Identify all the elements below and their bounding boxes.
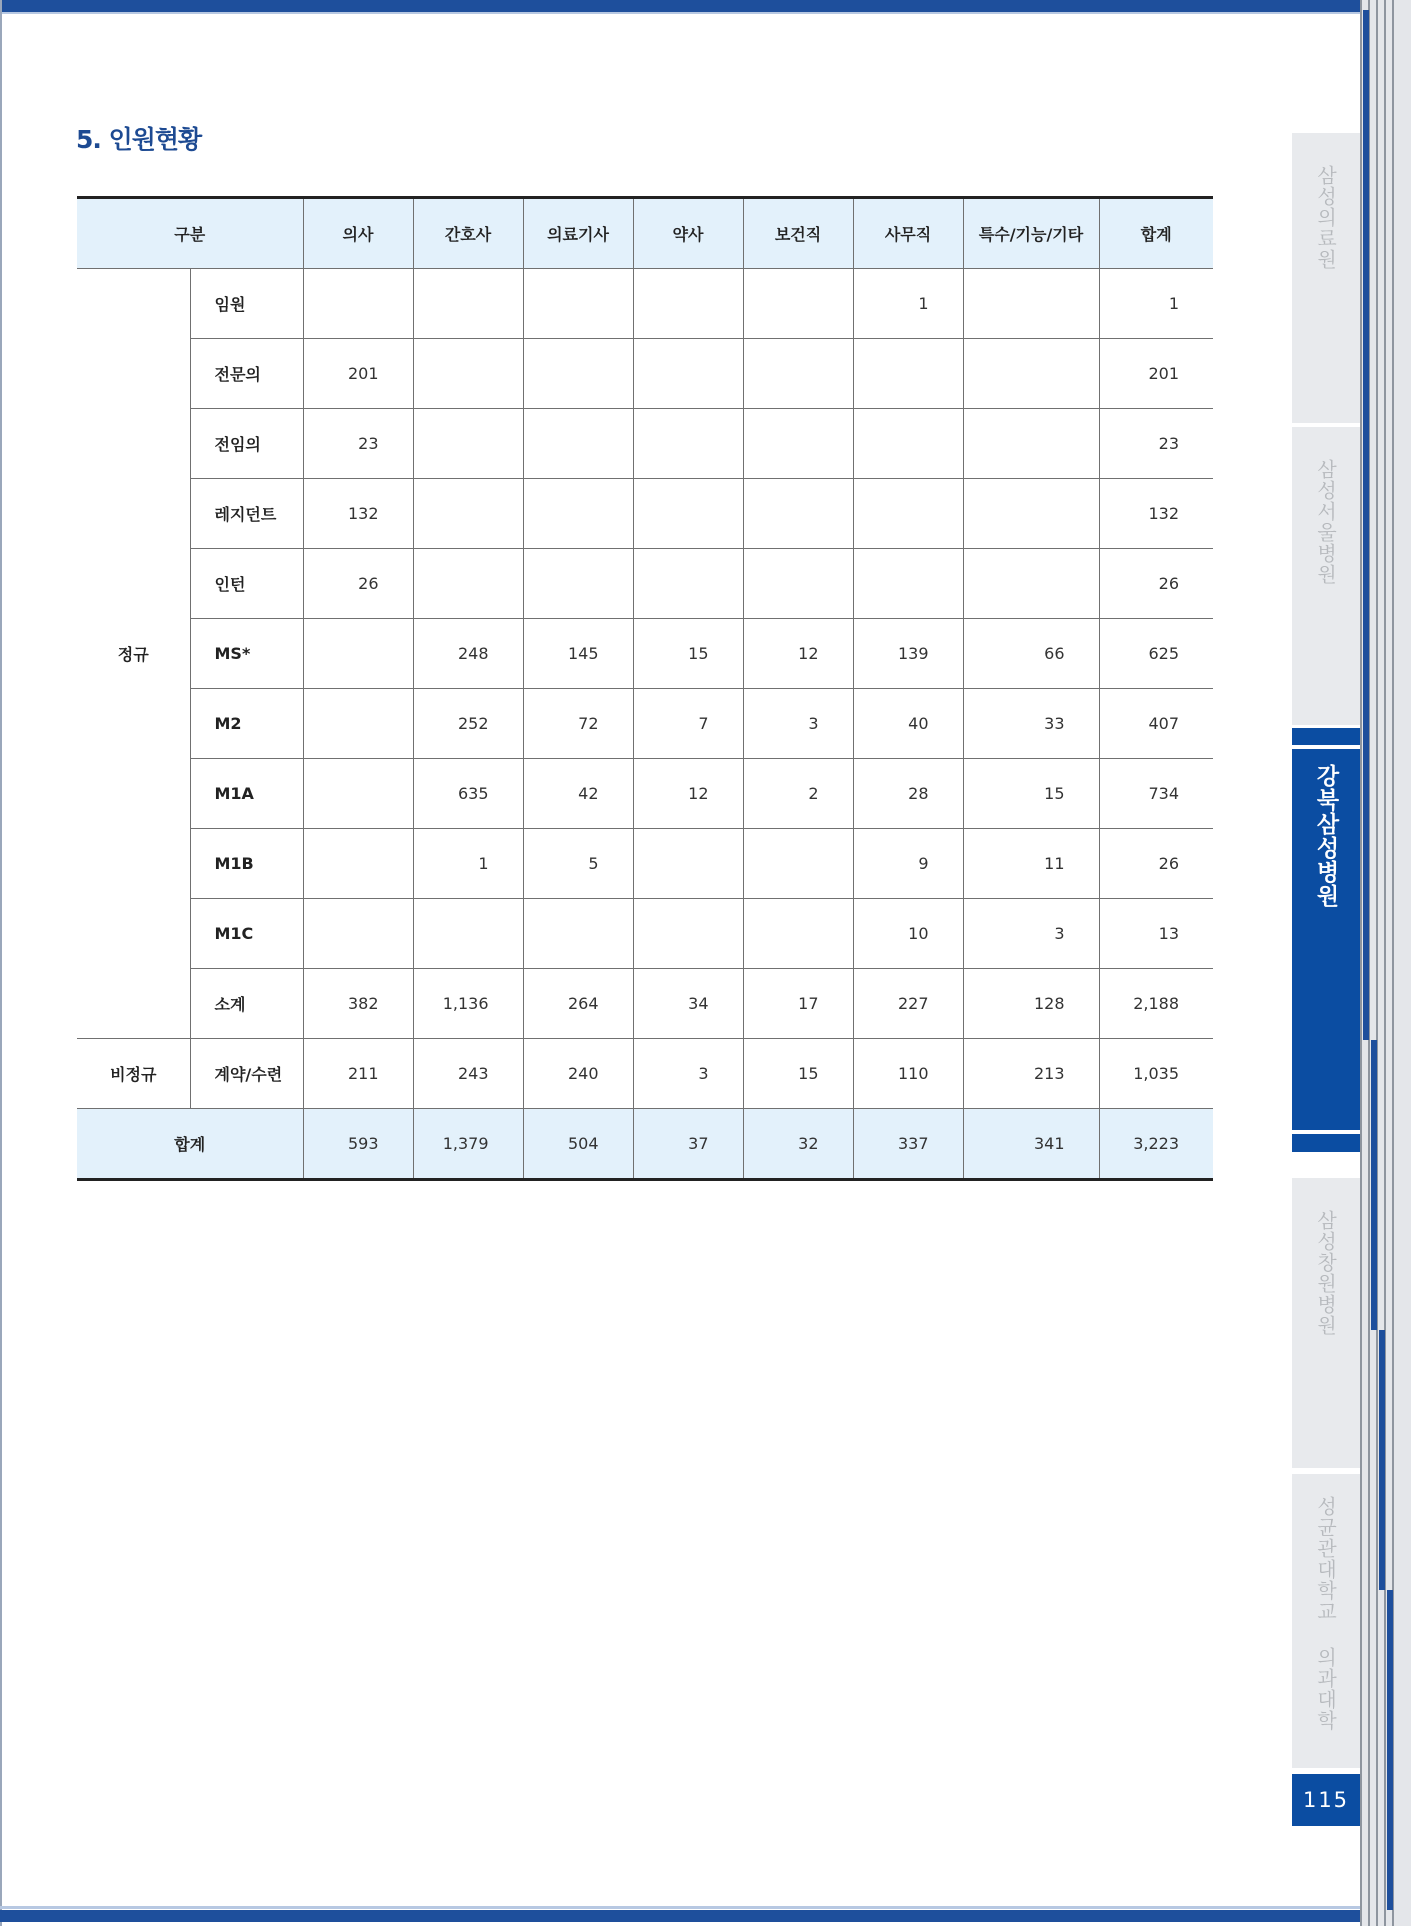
cell: 1 — [1099, 269, 1213, 339]
cell: 1,136 — [413, 969, 523, 1039]
cell — [523, 899, 633, 969]
cell — [523, 479, 633, 549]
cell — [303, 829, 413, 899]
left-page-edge — [0, 0, 2, 1926]
header-medtech: 의료기사 — [523, 198, 633, 269]
table-row — [77, 759, 1213, 829]
cell: 110 — [853, 1039, 963, 1109]
tab-separator — [1292, 745, 1360, 749]
page-edge-line — [1384, 0, 1386, 1926]
cell: 15 — [633, 619, 743, 689]
header-category: 구분 — [77, 198, 303, 269]
cell: 1,035 — [1099, 1039, 1213, 1109]
cell — [963, 339, 1099, 409]
page-edge-stripe — [1363, 10, 1369, 1040]
bottom-border-line — [0, 1906, 1360, 1909]
cell — [743, 549, 853, 619]
table-row — [77, 899, 1213, 969]
cell: 26 — [1099, 549, 1213, 619]
cell — [633, 549, 743, 619]
cell — [523, 409, 633, 479]
header-sum: 합계 — [1099, 198, 1213, 269]
table-row — [77, 619, 1213, 689]
table-row — [77, 409, 1213, 479]
group-nonregular: 비정규 — [77, 1039, 190, 1109]
cell: 341 — [963, 1109, 1099, 1180]
cell — [853, 479, 963, 549]
tab-samsung-seoul-hospital[interactable] — [1292, 427, 1360, 725]
cell: 23 — [1099, 409, 1213, 479]
cell: 1,379 — [413, 1109, 523, 1180]
cell — [523, 549, 633, 619]
table-header-row — [77, 198, 1213, 269]
cell: 66 — [963, 619, 1099, 689]
row-label: M1A — [190, 759, 303, 829]
cell — [413, 269, 523, 339]
header-nurse: 간호사 — [413, 198, 523, 269]
cell: 243 — [413, 1039, 523, 1109]
cell — [633, 829, 743, 899]
table-row — [77, 689, 1213, 759]
cell: 33 — [963, 689, 1099, 759]
cell: 635 — [413, 759, 523, 829]
cell: 28 — [853, 759, 963, 829]
tab-label: 삼성창원병원 — [1313, 1210, 1338, 1336]
table-row — [77, 339, 1213, 409]
page-number: 115 — [1292, 1774, 1360, 1826]
cell: 40 — [853, 689, 963, 759]
page-edge-stripe — [1371, 1040, 1377, 1330]
cell — [413, 549, 523, 619]
cell: 12 — [633, 759, 743, 829]
tab-label: 강북삼성병원 — [1312, 764, 1339, 908]
cell: 12 — [743, 619, 853, 689]
cell — [523, 339, 633, 409]
header-pharmacist: 약사 — [633, 198, 743, 269]
row-label: 레지던트 — [190, 479, 303, 549]
cell: 252 — [413, 689, 523, 759]
cell: 26 — [1099, 829, 1213, 899]
cell — [413, 339, 523, 409]
staff-table — [77, 196, 1213, 1181]
row-label: 전문의 — [190, 339, 303, 409]
cell: 132 — [1099, 479, 1213, 549]
cell — [743, 409, 853, 479]
table-row — [77, 549, 1213, 619]
cell: 132 — [303, 479, 413, 549]
table-row — [77, 479, 1213, 549]
cell — [963, 549, 1099, 619]
cell: 504 — [523, 1109, 633, 1180]
row-label: 전임의 — [190, 409, 303, 479]
cell: 3 — [743, 689, 853, 759]
cell: 382 — [303, 969, 413, 1039]
cell: 264 — [523, 969, 633, 1039]
cell: 11 — [963, 829, 1099, 899]
row-label: MS* — [190, 619, 303, 689]
header-special: 특수/기능/기타 — [963, 198, 1099, 269]
section-title: 5. 인원현황 — [76, 125, 202, 154]
table-row-nonregular — [77, 1039, 1213, 1109]
cell: 201 — [1099, 339, 1213, 409]
cell: 32 — [743, 1109, 853, 1180]
cell — [523, 269, 633, 339]
tab-samsung-medical-center[interactable] — [1292, 133, 1360, 423]
page-edges — [1360, 0, 1411, 1926]
cell — [633, 409, 743, 479]
cell — [413, 409, 523, 479]
cell: 240 — [523, 1039, 633, 1109]
cell: 23 — [303, 409, 413, 479]
cell: 2 — [743, 759, 853, 829]
row-label: 계약/수련 — [190, 1039, 303, 1109]
cell — [413, 899, 523, 969]
cell — [303, 269, 413, 339]
cell: 37 — [633, 1109, 743, 1180]
page-edge-stripe — [1379, 1330, 1385, 1590]
cell — [963, 479, 1099, 549]
cell: 625 — [1099, 619, 1213, 689]
cell: 72 — [523, 689, 633, 759]
cell — [633, 269, 743, 339]
cell: 211 — [303, 1039, 413, 1109]
cell — [633, 899, 743, 969]
cell — [743, 899, 853, 969]
top-border-line — [0, 12, 1360, 14]
table-row — [77, 829, 1213, 899]
cell — [633, 339, 743, 409]
top-border — [0, 0, 1360, 12]
tab-kangbuk-samsung-hospital[interactable] — [1292, 728, 1360, 1152]
cell — [303, 619, 413, 689]
cell: 248 — [413, 619, 523, 689]
cell: 15 — [743, 1039, 853, 1109]
cell: 5 — [523, 829, 633, 899]
cell — [303, 759, 413, 829]
cell — [303, 689, 413, 759]
cell: 17 — [743, 969, 853, 1039]
cell: 7 — [633, 689, 743, 759]
cell: 15 — [963, 759, 1099, 829]
cell — [963, 269, 1099, 339]
cell: 13 — [1099, 899, 1213, 969]
cell — [743, 339, 853, 409]
cell — [633, 479, 743, 549]
table-row — [77, 969, 1213, 1039]
tab-skku-medicine[interactable] — [1292, 1474, 1360, 1768]
row-label: M2 — [190, 689, 303, 759]
cell: 145 — [523, 619, 633, 689]
row-label: M1C — [190, 899, 303, 969]
cell: 593 — [303, 1109, 413, 1180]
cell — [853, 339, 963, 409]
row-label: 소계 — [190, 969, 303, 1039]
tab-label: 삼성의료원 — [1313, 165, 1338, 270]
cell — [853, 409, 963, 479]
cell — [963, 409, 1099, 479]
cell: 3 — [963, 899, 1099, 969]
row-label: M1B — [190, 829, 303, 899]
cell: 26 — [303, 549, 413, 619]
cell: 3 — [633, 1039, 743, 1109]
cell: 10 — [853, 899, 963, 969]
cell: 227 — [853, 969, 963, 1039]
cell: 139 — [853, 619, 963, 689]
cell: 213 — [963, 1039, 1099, 1109]
tab-label: 성균관대학교 의과대학 — [1313, 1496, 1338, 1731]
page-edge-line — [1360, 0, 1362, 1926]
cell: 2,188 — [1099, 969, 1213, 1039]
header-health: 보건직 — [743, 198, 853, 269]
bottom-border — [0, 1910, 1360, 1922]
tab-label: 삼성서울병원 — [1313, 459, 1338, 585]
total-label: 합계 — [77, 1109, 303, 1180]
cell — [743, 269, 853, 339]
cell: 734 — [1099, 759, 1213, 829]
cell: 9 — [853, 829, 963, 899]
page-edge-line — [1376, 0, 1378, 1926]
tab-samsung-changwon-hospital[interactable] — [1292, 1178, 1360, 1468]
table-row — [77, 269, 1213, 339]
cell — [853, 549, 963, 619]
header-doctor: 의사 — [303, 198, 413, 269]
cell: 128 — [963, 969, 1099, 1039]
tab-separator — [1292, 1130, 1360, 1134]
cell — [743, 479, 853, 549]
header-office: 사무직 — [853, 198, 963, 269]
cell: 407 — [1099, 689, 1213, 759]
cell: 1 — [853, 269, 963, 339]
group-regular: 정규 — [77, 269, 190, 1039]
cell: 3,223 — [1099, 1109, 1213, 1180]
cell: 337 — [853, 1109, 963, 1180]
cell — [743, 829, 853, 899]
page-edge-stripe — [1387, 1590, 1393, 1910]
cell: 34 — [633, 969, 743, 1039]
cell — [303, 899, 413, 969]
cell: 42 — [523, 759, 633, 829]
row-label: 인턴 — [190, 549, 303, 619]
table-row-total — [77, 1109, 1213, 1180]
cell: 201 — [303, 339, 413, 409]
cell — [413, 479, 523, 549]
row-label: 임원 — [190, 269, 303, 339]
cell: 1 — [413, 829, 523, 899]
